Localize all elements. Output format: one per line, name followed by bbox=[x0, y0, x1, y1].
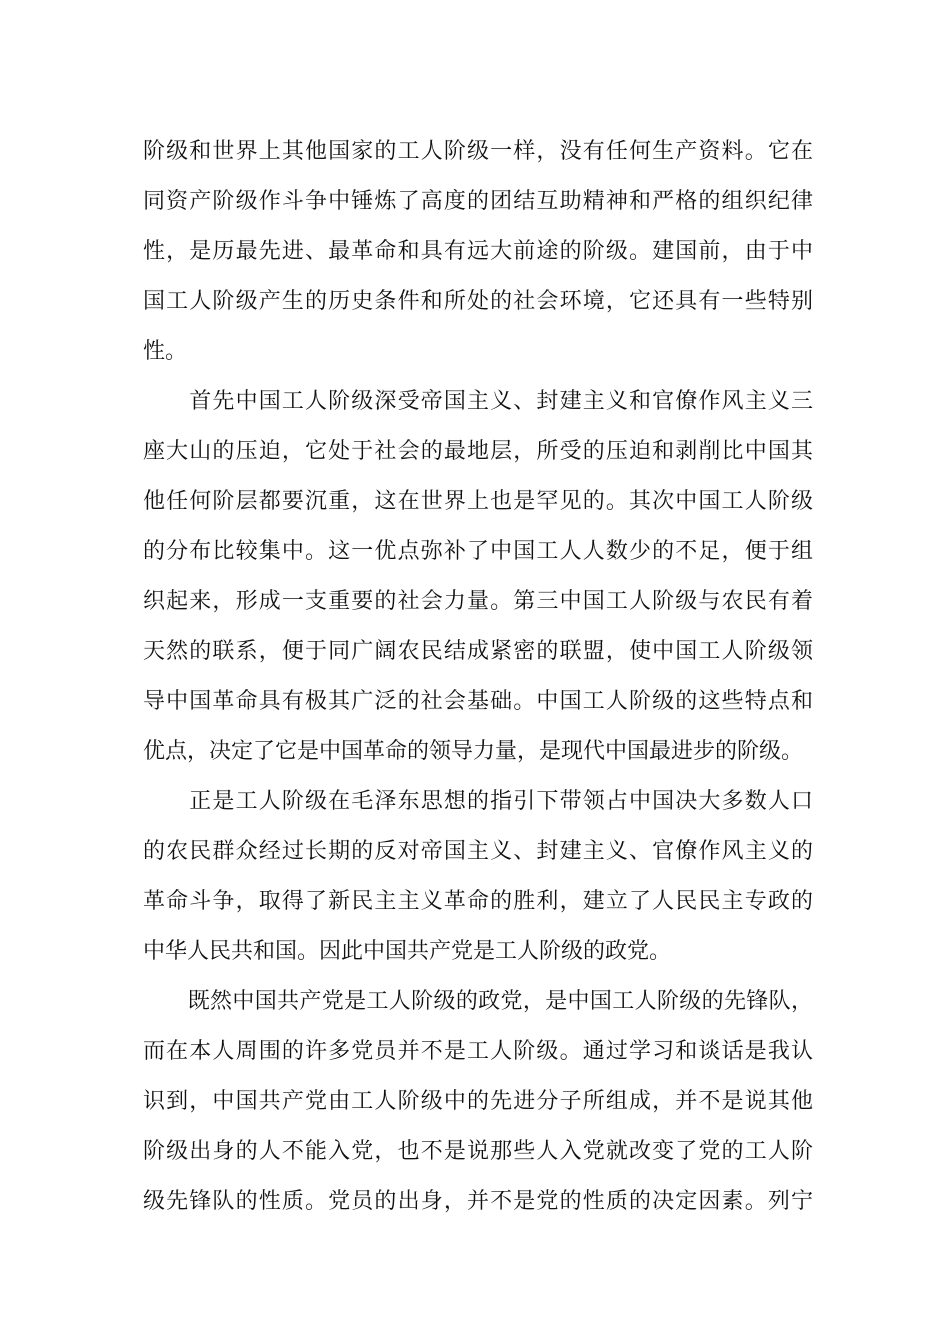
text-line: 正是工人阶级在毛泽东思想的指引下带领占中国决大多数人口 bbox=[143, 789, 813, 814]
text-line: 座大山的压迫，它处于社会的最地层，所受的压迫和剥削比中国其 bbox=[143, 439, 813, 464]
document-body bbox=[143, 127, 813, 1227]
text-line: 同资产阶级作斗争中锤炼了高度的团结互助精神和严格的组织纪律 bbox=[143, 189, 813, 214]
paragraph-4 bbox=[143, 977, 813, 1227]
text-line: 阶级出身的人不能入党，也不是说那些人入党就改变了党的工人阶 bbox=[143, 1139, 813, 1164]
text-line: 中华人民共和国。因此中国共产党是工人阶级的政党。 bbox=[143, 939, 672, 964]
text-line: 天然的联系，便于同广阔农民结成紧密的联盟，使中国工人阶级领 bbox=[143, 639, 813, 664]
text-line: 性，是历最先进、最革命和具有远大前途的阶级。建国前，由于中 bbox=[143, 239, 813, 264]
text-line: 织起来，形成一支重要的社会力量。第三中国工人阶级与农民有着 bbox=[143, 589, 813, 614]
text-line: 性。 bbox=[143, 339, 188, 364]
paragraph-3 bbox=[143, 777, 813, 977]
text-line: 优点，决定了它是中国革命的领导力量，是现代中国最进步的阶级。 bbox=[143, 739, 804, 764]
text-line: 识到，中国共产党由工人阶级中的先进分子所组成，并不是说其他 bbox=[143, 1089, 813, 1114]
text-line: 的农民群众经过长期的反对帝国主义、封建主义、官僚作风主义的 bbox=[143, 839, 813, 864]
text-line: 革命斗争，取得了新民主主义革命的胜利，建立了人民民主专政的 bbox=[143, 889, 813, 914]
text-line: 国工人阶级产生的历史条件和所处的社会环境，它还具有一些特别 bbox=[143, 289, 813, 314]
text-line: 级先锋队的性质。党员的出身，并不是党的性质的决定因素。列宁 bbox=[143, 1189, 813, 1214]
text-line: 既然中国共产党是工人阶级的政党，是中国工人阶级的先锋队， bbox=[143, 989, 813, 1014]
text-line: 导中国革命具有极其广泛的社会基础。中国工人阶级的这些特点和 bbox=[143, 689, 813, 714]
text-line: 他任何阶层都要沉重，这在世界上也是罕见的。其次中国工人阶级 bbox=[143, 489, 813, 514]
paragraph-1 bbox=[143, 127, 813, 377]
paragraph-2 bbox=[143, 377, 813, 777]
text-line: 首先中国工人阶级深受帝国主义、封建主义和官僚作风主义三 bbox=[143, 389, 813, 414]
text-line: 而在本人周围的许多党员并不是工人阶级。通过学习和谈话是我认 bbox=[143, 1039, 813, 1064]
text-line: 的分布比较集中。这一优点弥补了中国工人人数少的不足，便于组 bbox=[143, 539, 813, 564]
text-line: 阶级和世界上其他国家的工人阶级一样，没有任何生产资料。它在 bbox=[143, 139, 813, 164]
